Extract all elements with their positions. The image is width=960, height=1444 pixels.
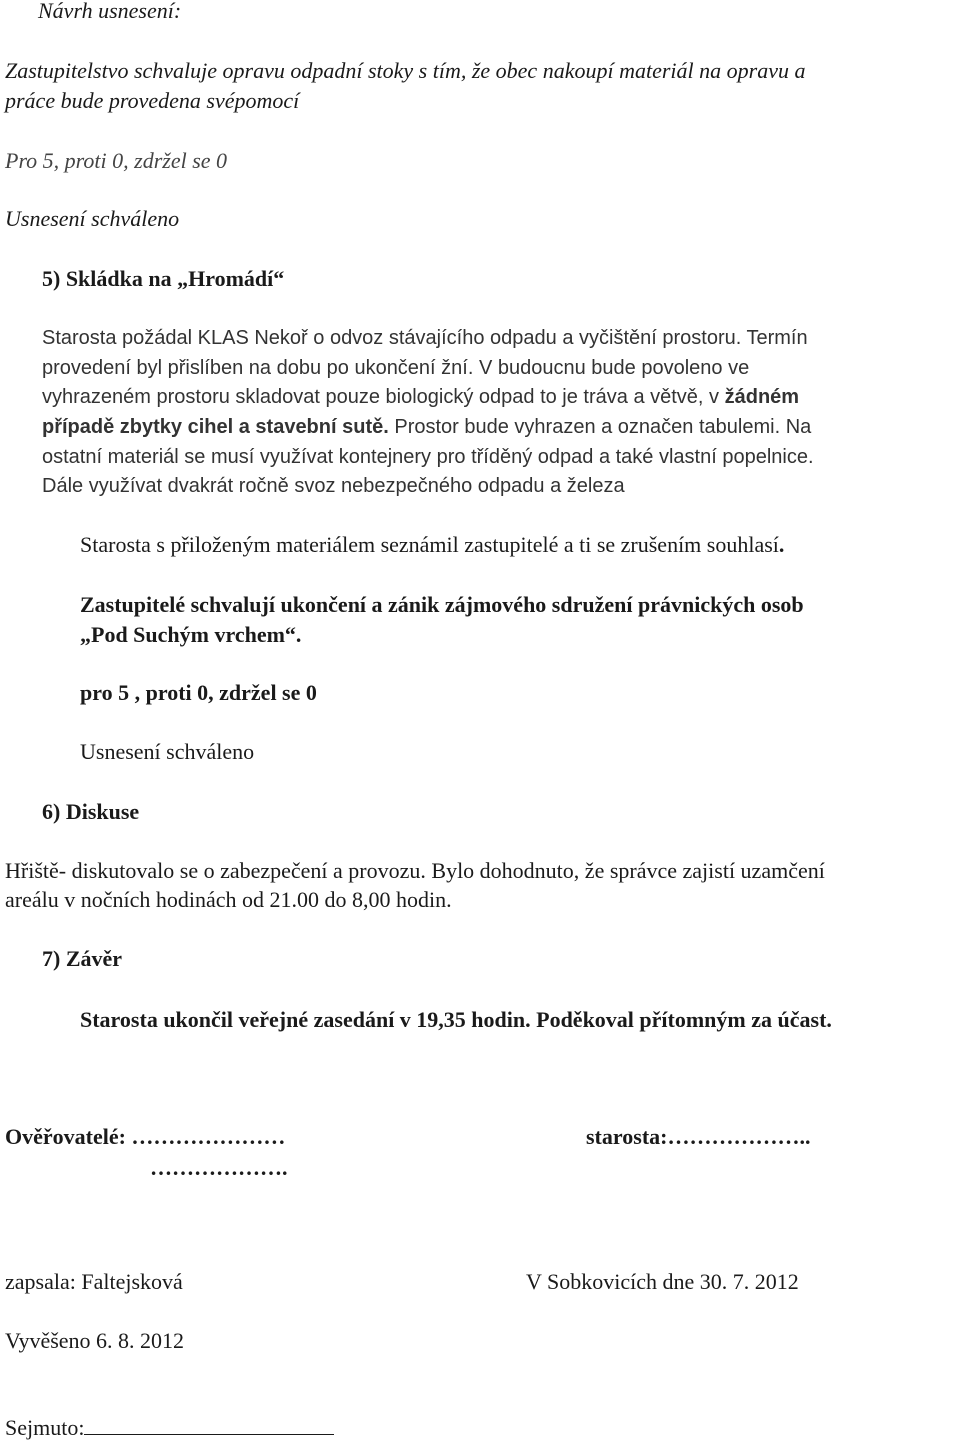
verifiers-dots-line2: ………………. xyxy=(150,1155,288,1180)
proposal-text-line1: Zastupitelstvo schvaluje opravu odpadní stoky s tím, že obec nakoupí materiál na opravu a xyxy=(5,58,806,83)
section6-line1: Hřiště- diskutovalo se o zabezpečení a provozu. Bylo dohodnuto, že správce zajistí uzamčení xyxy=(5,858,825,883)
resolution-block-line1: Zastupitelé schvalují ukončení a zánik zájmového sdružení právnických osob xyxy=(80,592,804,617)
resolution-block-result: Usnesení schváleno xyxy=(80,739,255,764)
proposal-text-line2: práce bude provedena svépomocí xyxy=(5,88,300,113)
posted-date: Vyvěšeno 6. 8. 2012 xyxy=(5,1328,185,1353)
section7-text: Starosta ukončil veřejné zasedání v 19,35 hodin. Poděkoval přítomným za účast. xyxy=(80,1007,832,1032)
removed-line xyxy=(5,1413,334,1443)
proposal-heading: Návrh usnesení: xyxy=(38,0,182,23)
vote-result-1: Pro 5, proti 0, zdržel se 0 xyxy=(5,148,228,173)
section5-line4-text: Prostor bude vyhrazen a označen tabulemi. Na xyxy=(388,416,812,438)
section6-heading: 6) Diskuse xyxy=(42,799,140,824)
section5-line3 xyxy=(42,382,799,412)
section6-line2: areálu v nočních hodinách od 21.00 do 8,00 hodin. xyxy=(5,887,452,912)
section7-heading: 7) Závěr xyxy=(42,946,123,971)
recorded-by: zapsala: Faltejsková xyxy=(5,1269,183,1294)
section5-line3-bold: žádném xyxy=(724,386,800,408)
section5-line1: Starosta požádal KLAS Nekoř o odvoz stávajícího odpadu a vyčištění prostoru. Termín xyxy=(42,327,808,349)
section5-line6: Dále využívat dvakrát ročně svoz nebezpečného odpadu a železa xyxy=(42,475,625,497)
verifiers-label: Ověřovatelé: ………………… xyxy=(5,1124,286,1149)
removed-label: Sejmuto: xyxy=(5,1415,85,1440)
resolution-block-vote: pro 5 , proti 0, zdržel se 0 xyxy=(80,680,317,705)
section5-heading: 5) Skládka na „Hromádí“ xyxy=(42,266,285,291)
place-date: V Sobkovicích dne 30. 7. 2012 xyxy=(526,1269,799,1294)
section5-line3-text: vyhrazeném prostoru skladovat pouze biologický odpad to je tráva a větvě, v xyxy=(42,386,725,408)
section5-line2: provedení byl přislíben na dobu po ukončení žní. V budoucnu bude povoleno ve xyxy=(42,357,750,379)
announcement-line xyxy=(80,530,784,560)
section5-line4 xyxy=(42,412,811,442)
resolution-result-1: Usnesení schváleno xyxy=(5,206,180,231)
section5-line4-bold: případě zbytky cihel a stavební sutě. xyxy=(42,416,389,438)
resolution-block-line2: „Pod Suchým vrchem“. xyxy=(80,622,302,647)
announcement-period: . xyxy=(778,532,785,557)
announcement-text: Starosta s přiloženým materiálem seznámil zastupitelé a ti se zrušením souhlasí xyxy=(80,532,779,557)
removed-signature-blank xyxy=(84,1414,334,1435)
mayor-label: starosta:……………….. xyxy=(586,1124,811,1149)
section5-line5: ostatní materiál se musí využívat kontejnery pro tříděný odpad a také vlastní popelnice. xyxy=(42,446,814,468)
